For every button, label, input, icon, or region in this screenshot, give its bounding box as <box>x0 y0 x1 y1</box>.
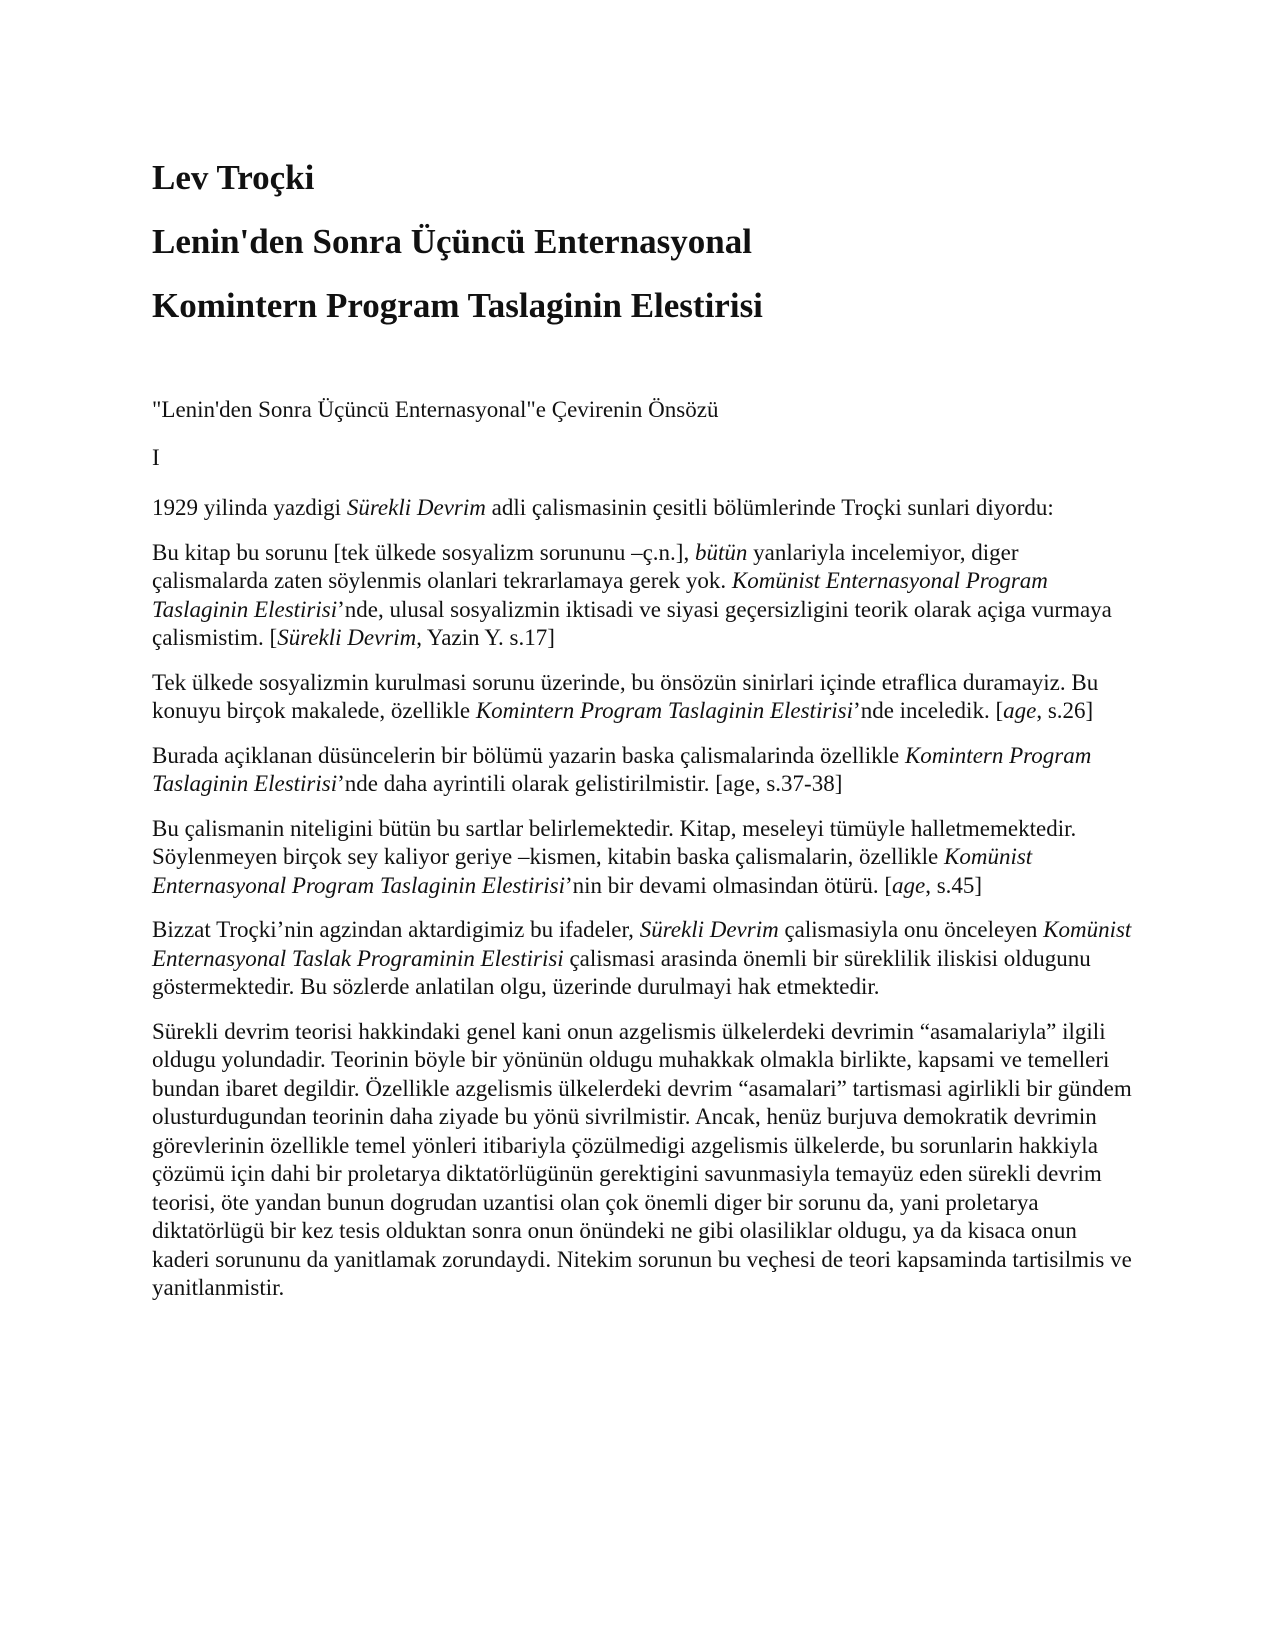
italic-text: age <box>892 872 926 898</box>
paragraph <box>152 539 1132 653</box>
text-run: Burada açiklanan düsüncelerin bir bölümü yazarin baska çalismalarinda özellikle <box>152 742 905 768</box>
italic-text: Sürekli Devrim <box>277 625 417 650</box>
paragraph <box>152 916 1132 1002</box>
text-run: çalismasiyla onu önceleyen <box>778 917 1044 942</box>
paragraph <box>152 742 1132 799</box>
italic-text: Sürekli Devrim <box>346 495 486 520</box>
section-number: I <box>152 445 160 470</box>
text-run: Bu kitap bu sorunu [tek ülkede sosyalizm sorununu –ç.n.], <box>152 539 695 565</box>
paragraph <box>152 815 1132 901</box>
document-page <box>152 0 1132 1319</box>
italic-text: bütün <box>694 539 748 565</box>
text-run: ’nde, ulusal sosyalizmin iktisadi ve siyasi geçersizligini teorik olarak açiga vurmaya çalismistim. [ <box>152 596 1112 650</box>
text-run: ’nin bir devami olmasindan ötürü. [ <box>564 872 893 898</box>
body-text <box>152 494 1132 1303</box>
title-block <box>152 158 1132 326</box>
text-run: , s.26] <box>1036 698 1094 723</box>
paragraph <box>152 494 1132 523</box>
book-subtitle: Komintern Program Taslaginin Elestirisi <box>152 286 763 325</box>
text-run: ’nde inceledik. [ <box>853 698 1004 723</box>
text-run: , Yazin Y. s.17] <box>416 625 555 650</box>
text-run: Sürekli devrim teorisi hakkindaki genel kani onun azgelismis ülkelerdeki devrimin “asamalariyla” ilgili oldugu yolundadir. Teorinin böyle bir yönünün oldugu muhakkak olmakla birlikte, kapsami ve temelleri bundan ibaret degildir. Özellikle azgelismis ülkelerdeki devrim “asamalari” tartismasi agirlikli bir gündem olusturdugundan teorinin daha ziyade bu yönü sivrilmistir. Ancak, henüz burjuva demokratik devrimin görevlerinin özellikle temel yönleri itibariyla çözülmedigi azgelismis ülkelerde, bu sorunlarin hakkiyla çözümü için dahi bir proletarya diktatörlügünün gerektigini savunmasiyla temayüz eden sürekli devrim teorisi, öte yandan bunun dogrudan uzantisi olan çok önemli diger bir sorunu da, yani proletarya diktatörlügü bir kez tesis olduktan sonra onun önündeki ne gibi olasiliklar oldugu, ya da kisaca onun kaderi sorununu da yanitlamak zorundaydi. Nitekim sorunun bu veçhesi de teori kapsaminda tartisilmis ve yanitlanmistir. <box>152 1018 1132 1300</box>
italic-text: Komintern Program Taslaginin Elestirisi <box>152 742 1092 796</box>
text-run: ’nde daha ayrintili olarak gelistirilmistir. [age, s.37-38] <box>337 771 843 796</box>
book-title: Lenin'den Sonra Üçüncü Enternasyonal <box>152 222 752 261</box>
text-run: çalismasi arasinda önemli bir süreklilik iliskisi oldugunu göstermektedir. Bu sözlerde anlatilan olgu, üzerinde durulmayi hak etmektedir. <box>152 945 1091 999</box>
text-run: 1929 yilinda yazdigi <box>152 495 347 520</box>
text-run: Bu çalismanin niteligini bütün bu sartlar belirlemektedir. Kitap, meseleyi tümüyle halletmemektedir. Söylenmeyen birçok sey kaliyor geriye –kismen, kitabin baska çalismalarin, özellikle <box>152 815 1077 869</box>
italic-text: Komünist Enternasyonal Taslak Programinin Elestirisi <box>152 917 1132 971</box>
author-title: Lev Troçki <box>152 158 315 197</box>
italic-text: Sürekli Devrim <box>639 917 779 942</box>
italic-text: age <box>1003 698 1037 723</box>
text-run: adli çalismasinin çesitli bölümlerinde Troçki sunlari diyordu: <box>485 495 1054 520</box>
italic-text: Komintern Program Taslaginin Elestirisi <box>475 698 854 723</box>
paragraph <box>152 669 1132 726</box>
section-heading: "Lenin'den Sonra Üçüncü Enternasyonal"e Çevirenin Önsözü <box>152 397 719 422</box>
text-run: Tek ülkede sosyalizmin kurulmasi sorunu üzerinde, bu önsözün sinirlari içinde etraflica duramayiz. Bu konuyu birçok makalede, özellikle <box>152 669 1099 723</box>
text-run: , s.45] <box>925 872 983 898</box>
paragraph <box>152 1018 1132 1303</box>
italic-text: Komünist Enternasyonal Program Taslaginin Elestirisi <box>152 844 1033 898</box>
text-run: yanlariyla incelemiyor, diger çalismalarda zaten söylenmis olanlari tekrarlamaya gerek yok. <box>152 539 1019 593</box>
text-run: Bizzat Troçki’nin agzindan aktardigimiz bu ifadeler, <box>152 917 640 942</box>
italic-text: Komünist Enternasyonal Program Taslaginin Elestirisi <box>152 568 1048 622</box>
